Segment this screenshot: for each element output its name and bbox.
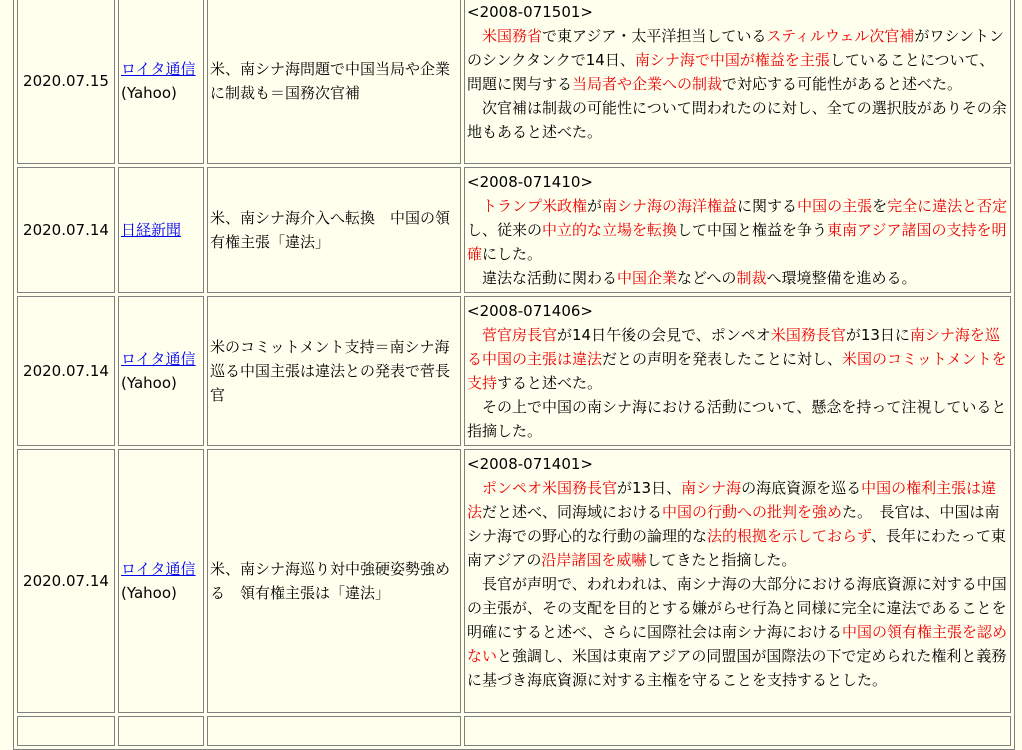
highlighted-text: ポンペオ米国務長官 (482, 479, 618, 497)
source-via: (Yahoo) (121, 374, 177, 392)
highlighted-text: 米国務長官 (770, 326, 846, 344)
source-link[interactable]: ロイタ通信 (121, 350, 196, 368)
news-table (13, 0, 1015, 750)
body-text: 次官補は制裁の可能性について問われたのに対し、全ての選択肢がありその余地もあると述べた。 (467, 99, 1007, 141)
body-text: にした。 (482, 245, 543, 263)
highlighted-text: 中国の主張 (797, 197, 873, 215)
body-text: だと述べ、同海域における (482, 503, 663, 521)
article-id: <2008-071401> (467, 455, 593, 473)
highlighted-text: スティルウェル次官補 (766, 27, 915, 45)
article-source-cell (118, 0, 204, 164)
article-source-cell (118, 296, 204, 446)
highlighted-text: 法的根拠を示しておらず (707, 527, 871, 545)
body-text: の海底資源を巡る (741, 479, 862, 497)
source-link[interactable]: 日経新聞 (121, 221, 182, 239)
body-text: し、従来の (467, 221, 543, 239)
empty-cell (17, 716, 115, 746)
highlighted-text: 米国のコミットメントを支持 (467, 350, 1007, 392)
article-title: 米のコミットメント支持＝南シナ海巡る中国主張は違法との発表で菅長官 (207, 296, 461, 446)
article-id: <2008-071501> (467, 3, 593, 21)
source-via: (Yahoo) (121, 83, 177, 102)
highlighted-text: 南シナ海 (681, 479, 742, 497)
highlighted-text: 東南アジア諸国の支持を明確 (467, 221, 1007, 263)
highlighted-text: 中国企業 (617, 269, 678, 287)
highlighted-text: トランプ米政権 (482, 197, 588, 215)
highlighted-text: 南シナ海の海洋権益 (602, 197, 738, 215)
article-date: 2020.07.14 (17, 296, 115, 446)
article-title: 米、南シナ海問題で中国当局や企業に制裁も＝国務次官補 (207, 0, 461, 164)
table-row (17, 296, 1011, 446)
highlighted-text: 中立的な立場を転換 (542, 221, 678, 239)
table-row (17, 0, 1011, 164)
body-text: で東アジア・太平洋担当している (542, 27, 767, 45)
article-paragraph (467, 24, 1008, 96)
article-paragraph (467, 395, 1008, 443)
article-body (464, 0, 1011, 164)
article-paragraphs (467, 323, 1008, 443)
empty-cell (464, 716, 1011, 746)
body-text: してきたと指摘した。 (646, 551, 797, 569)
body-text: して中国と権益を争う (677, 221, 828, 239)
article-id: <2008-071410> (467, 173, 593, 191)
article-paragraph (467, 266, 1008, 290)
highlighted-text: 中国の領有権主張を認めない (467, 623, 1008, 665)
body-text: に関する (737, 197, 798, 215)
table-row (17, 449, 1011, 713)
article-title: 米、南シナ海巡り対中強硬姿勢強める 領有権主張は「違法」 (207, 449, 461, 713)
body-text: その上で中国の南シナ海における活動について、懸念を持って注視していると指摘した。 (467, 398, 1007, 440)
article-paragraph (467, 323, 1008, 395)
body-text: た。 長官は、中国は南シナ海での野心的な行動の論理的な (467, 503, 1000, 545)
article-body (464, 167, 1011, 293)
body-text: へ環境整備を進める。 (766, 269, 917, 287)
source-via: (Yahoo) (121, 584, 177, 602)
article-body (464, 296, 1011, 446)
body-text: だとの声明を発表したことに対し、 (602, 350, 843, 368)
article-paragraph (467, 96, 1008, 144)
body-text: を (872, 197, 888, 215)
news-table-body (17, 0, 1011, 746)
table-row (17, 167, 1011, 293)
article-id: <2008-071406> (467, 302, 593, 320)
body-text: が13日、 (617, 479, 682, 497)
table-row (17, 716, 1011, 746)
body-text: が13日に (845, 326, 910, 344)
article-date: 2020.07.14 (17, 449, 115, 713)
highlighted-text: 当局者や企業への制裁 (572, 75, 723, 93)
highlighted-text: 完全に違法と否定 (887, 197, 1008, 215)
article-date: 2020.07.14 (17, 167, 115, 293)
body-text: が14日午後の会見で、ポンペオ (557, 326, 771, 344)
highlighted-text: 南シナ海を巡る中国の主張は違法 (467, 326, 1000, 368)
body-text: 、長年にわたって東南アジアの (467, 527, 1006, 569)
article-paragraphs (467, 194, 1008, 290)
body-text: 長官が声明で、われわれは、南シナ海の大部分における海底資源に対する中国の主張が、その支配を目的とする嫌がらせ行為と同様に完全に違法であることを明確にすると述べ、さらに国際社会は南シナ海における (467, 575, 1007, 641)
body-text: と強調し、米国は東南アジアの同盟国が国際法の下で定められた権利と義務に基づき海底資源に対する主権を守ることを支持するとした。 (467, 647, 1007, 689)
highlighted-text: 制裁 (736, 269, 767, 287)
body-text: すると述べた。 (497, 374, 603, 392)
article-body (464, 449, 1011, 713)
article-paragraph (467, 572, 1008, 692)
body-text: で対応する可能性があると述べた。 (722, 75, 963, 93)
highlighted-text: 沿岸諸国を威嚇 (541, 551, 647, 569)
article-date: 2020.07.15 (17, 0, 115, 164)
empty-cell (207, 716, 461, 746)
empty-cell (118, 716, 204, 746)
source-link[interactable]: ロイタ通信 (121, 560, 196, 578)
body-text: 違法な活動に関わる (482, 269, 618, 287)
body-text: が (587, 197, 603, 215)
article-source-cell (118, 167, 204, 293)
body-text: がワシントンのシンクタンクで14日、 (467, 27, 1004, 69)
highlighted-text: 中国の行動への批判を強め (662, 503, 843, 521)
source-link[interactable]: ロイタ通信 (121, 59, 196, 78)
article-paragraph (467, 476, 1008, 572)
article-paragraph (467, 194, 1008, 266)
highlighted-text: 米国務省 (482, 27, 543, 45)
news-table-container (13, 0, 1015, 750)
article-title: 米、南シナ海介入へ転換 中国の領有権主張「違法」 (207, 167, 461, 293)
body-text: などへの (677, 269, 737, 287)
highlighted-text: 中国の権利主張は違法 (467, 479, 997, 521)
article-paragraphs (467, 476, 1008, 692)
article-source-cell (118, 449, 204, 713)
article-paragraphs (467, 24, 1008, 144)
highlighted-text: 菅官房長官 (482, 326, 558, 344)
highlighted-text: 南シナ海で中国が権益を主張 (634, 51, 830, 69)
body-text: していることについて、問題に関与する (467, 51, 995, 93)
